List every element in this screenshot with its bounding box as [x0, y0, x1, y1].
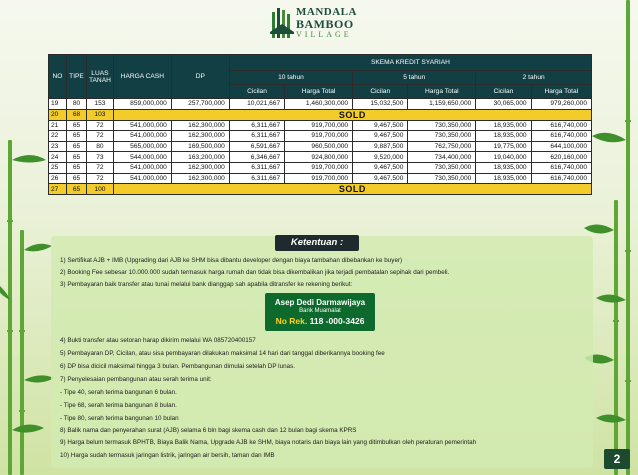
term-7b: - Tipe 68, serah terima bangunan 8 bulan. [60, 402, 177, 409]
tenor-10-header: 10 tahun [229, 71, 352, 85]
sub-cicilan-header: Cicilan [229, 85, 284, 99]
price-table-wrapper [48, 54, 592, 195]
cell-t2: 979,260,000 [531, 99, 591, 110]
table-row [49, 120, 592, 131]
bank-name: Bank Muamalat [299, 308, 341, 314]
bank-account-box [265, 293, 375, 331]
cell-no: 23 [49, 141, 67, 152]
cell-t5: 730,350,000 [408, 162, 476, 173]
term-9: 9) Harga belum termasuk BPHTB, Biaya Balik Nama, Upgrade AJB ke SHM, biaya notaris dan biaya lain yang ditimbulkan oleh peraturan pemerintah [60, 439, 477, 446]
cell-tipe: 65 [67, 141, 87, 152]
cell-tipe: 65 [67, 152, 87, 163]
cell-t10: 1,460,300,000 [285, 99, 353, 110]
table-row [49, 141, 592, 152]
cell-c5: 9,520,000 [353, 152, 408, 163]
cell-cash: 565,000,000 [113, 141, 171, 152]
tenor-5-header: 5 tahun [353, 71, 476, 85]
cell-luas: 72 [87, 173, 114, 184]
table-row-sold [49, 109, 592, 120]
cell-c2: 30,065,000 [476, 99, 531, 110]
page-number: 2 [604, 449, 630, 469]
terms-title: Ketentuan : [275, 235, 359, 251]
cell-c10: 6,591,667 [229, 141, 284, 152]
cell-no: 26 [49, 173, 67, 184]
cell-luas: 73 [87, 152, 114, 163]
cell-dp: 162,300,000 [171, 131, 229, 142]
term-7: 7) Penyelesaian pembangunan atau serah terima unit: [60, 376, 212, 383]
cell-luas: 153 [87, 99, 114, 110]
cell-c5: 9,467,500 [353, 162, 408, 173]
col-dp-header: DP [171, 55, 229, 99]
cell-dp: 162,300,000 [171, 173, 229, 184]
logo-line3: VILLAGE [296, 30, 352, 39]
cell-c2: 18,935,000 [476, 162, 531, 173]
col-tipe-header: TIPE [67, 55, 87, 99]
table-row [49, 131, 592, 142]
cell-luas: 72 [87, 162, 114, 173]
col-luas-header: LUAS TANAH [87, 55, 114, 99]
col-harga-cash-header: HARGA CASH [113, 55, 171, 99]
cell-c2: 18,935,000 [476, 120, 531, 131]
sub-cicilan-header: Cicilan [476, 85, 531, 99]
cell-dp: 257,700,000 [171, 99, 229, 110]
table-row-sold [49, 184, 592, 195]
cell-luas: 80 [87, 141, 114, 152]
cell-tipe: 68 [67, 109, 87, 120]
tenor-2-header: 2 tahun [476, 71, 592, 85]
col-no-header: NO [49, 55, 67, 99]
cell-dp: 169,500,000 [171, 141, 229, 152]
cell-no: 24 [49, 152, 67, 163]
term-5: 5) Pembayaran DP, Cicilan, atau sisa pembayaran dilakukan maksimal 14 hari dari tanggal diberikannya booking fee [60, 350, 385, 357]
logo-line2: BAMBOO [296, 17, 354, 31]
cell-no: 22 [49, 131, 67, 142]
cell-tipe: 65 [67, 162, 87, 173]
cell-dp: 163,200,000 [171, 152, 229, 163]
cell-c5: 9,467,500 [353, 173, 408, 184]
bank-account-name: Asep Dedi Darmawijaya [274, 298, 366, 307]
cell-cash: 541,000,000 [113, 173, 171, 184]
term-7c: - Tipe 80, serah terima bangunan 10 bulan [60, 415, 179, 422]
cell-no: 21 [49, 120, 67, 131]
cell-t5: 730,350,000 [408, 173, 476, 184]
cell-no: 20 [49, 109, 67, 120]
cell-t2: 616,740,000 [531, 173, 591, 184]
sub-total-header: Harga Total [408, 85, 476, 99]
cell-tipe: 80 [67, 99, 87, 110]
term-1: 1) Sertifikat AJB + IMB (Upgrading dari AJB ke SHM bisa dibantu developer dengan biaya tambahan dibebankan ke buyer) [60, 257, 403, 264]
term-10: 10) Harga sudah termasuk jaringan listrik, jaringan air bersih, taman dan IMB [60, 452, 275, 459]
cell-cash: 541,000,000 [113, 120, 171, 131]
cell-luas: 72 [87, 120, 114, 131]
cell-cash: 859,000,000 [113, 99, 171, 110]
cell-t5: 730,350,000 [408, 131, 476, 142]
cell-t10: 960,500,000 [285, 141, 353, 152]
bank-account-label: No Rek. [275, 316, 308, 326]
cell-c10: 6,311,667 [229, 131, 284, 142]
term-6: 6) DP bisa dicicil maksimal hingga 3 bulan. Pembangunan dimulai setelah DP lunas. [60, 363, 295, 370]
cell-t5: 762,750,000 [408, 141, 476, 152]
cell-no: 25 [49, 162, 67, 173]
cell-c2: 19,775,000 [476, 141, 531, 152]
bank-account-value: 118 -000-3426 [309, 316, 365, 326]
table-row [49, 99, 592, 110]
cell-c5: 9,467,500 [353, 131, 408, 142]
cell-c2: 19,040,000 [476, 152, 531, 163]
cell-c10: 6,311,667 [229, 120, 284, 131]
cell-tipe: 65 [67, 131, 87, 142]
bamboo-logo-icon [270, 6, 294, 40]
cell-c10: 6,311,667 [229, 162, 284, 173]
cell-c5: 15,032,500 [353, 99, 408, 110]
term-8: 8) Balik nama dan penyerahan surat (AJB) selama 6 bln bagi skema cash dan 12 bulan bagi skema KPRS [60, 427, 357, 434]
cell-cash: 541,000,000 [113, 131, 171, 142]
cell-c5: 9,887,500 [353, 141, 408, 152]
cell-dp: 162,300,000 [171, 162, 229, 173]
cell-cash: 544,000,000 [113, 152, 171, 163]
cell-c10: 6,346,667 [229, 152, 284, 163]
cell-t5: 734,400,000 [408, 152, 476, 163]
cell-t10: 924,800,000 [285, 152, 353, 163]
brand-logo [262, 4, 382, 44]
cell-c2: 18,935,000 [476, 173, 531, 184]
cell-t2: 616,740,000 [531, 131, 591, 142]
cell-t5: 730,350,000 [408, 120, 476, 131]
cell-c2: 18,935,000 [476, 131, 531, 142]
sold-label: SOLD [113, 109, 591, 120]
table-row [49, 152, 592, 163]
cell-t5: 1,159,650,000 [408, 99, 476, 110]
term-7a: - Tipe 40, serah terima bangunan 6 bulan. [60, 389, 177, 396]
sub-total-header: Harga Total [531, 85, 591, 99]
table-row [49, 162, 592, 173]
cell-c10: 6,311,667 [229, 173, 284, 184]
cell-luas: 72 [87, 131, 114, 142]
term-2: 2) Booking Fee sebesar 10.000.000 sudah termasuk harga rumah dan tidak bisa dikembalikan jika terjadi pembatalan sepihak dari pembeli. [60, 269, 450, 276]
cell-no: 27 [49, 184, 67, 195]
cell-t2: 620,160,000 [531, 152, 591, 163]
cell-t2: 616,740,000 [531, 120, 591, 131]
cell-t2: 644,100,000 [531, 141, 591, 152]
cell-dp: 162,300,000 [171, 120, 229, 131]
term-4: 4) Bukti transfer atau setoran harap dikirim melalui WA 085720400157 [60, 337, 256, 344]
cell-t2: 616,740,000 [531, 162, 591, 173]
price-table [48, 54, 592, 195]
cell-no: 19 [49, 99, 67, 110]
cell-t10: 919,700,000 [285, 162, 353, 173]
cell-t10: 919,700,000 [285, 131, 353, 142]
cell-cash: 541,000,000 [113, 162, 171, 173]
cell-tipe: 65 [67, 184, 87, 195]
cell-t10: 919,700,000 [285, 173, 353, 184]
bank-account-number [265, 316, 375, 326]
table-row [49, 173, 592, 184]
cell-c5: 9,467,500 [353, 120, 408, 131]
term-3: 3) Pembayaran baik transfer atau tunai melalui bank dianggap sah apabila ditransfer ke rekening berikut: [60, 281, 353, 288]
cell-tipe: 65 [67, 120, 87, 131]
cell-luas: 103 [87, 109, 114, 120]
cell-tipe: 65 [67, 173, 87, 184]
logo-line1: MANDALA [296, 6, 357, 18]
sold-label: SOLD [113, 184, 591, 195]
sub-total-header: Harga Total [285, 85, 353, 99]
cell-t10: 919,700,000 [285, 120, 353, 131]
cell-c10: 10,021,667 [229, 99, 284, 110]
sub-cicilan-header: Cicilan [353, 85, 408, 99]
skema-header: SKEMA KREDIT SYARIAH [229, 55, 591, 71]
cell-luas: 100 [87, 184, 114, 195]
